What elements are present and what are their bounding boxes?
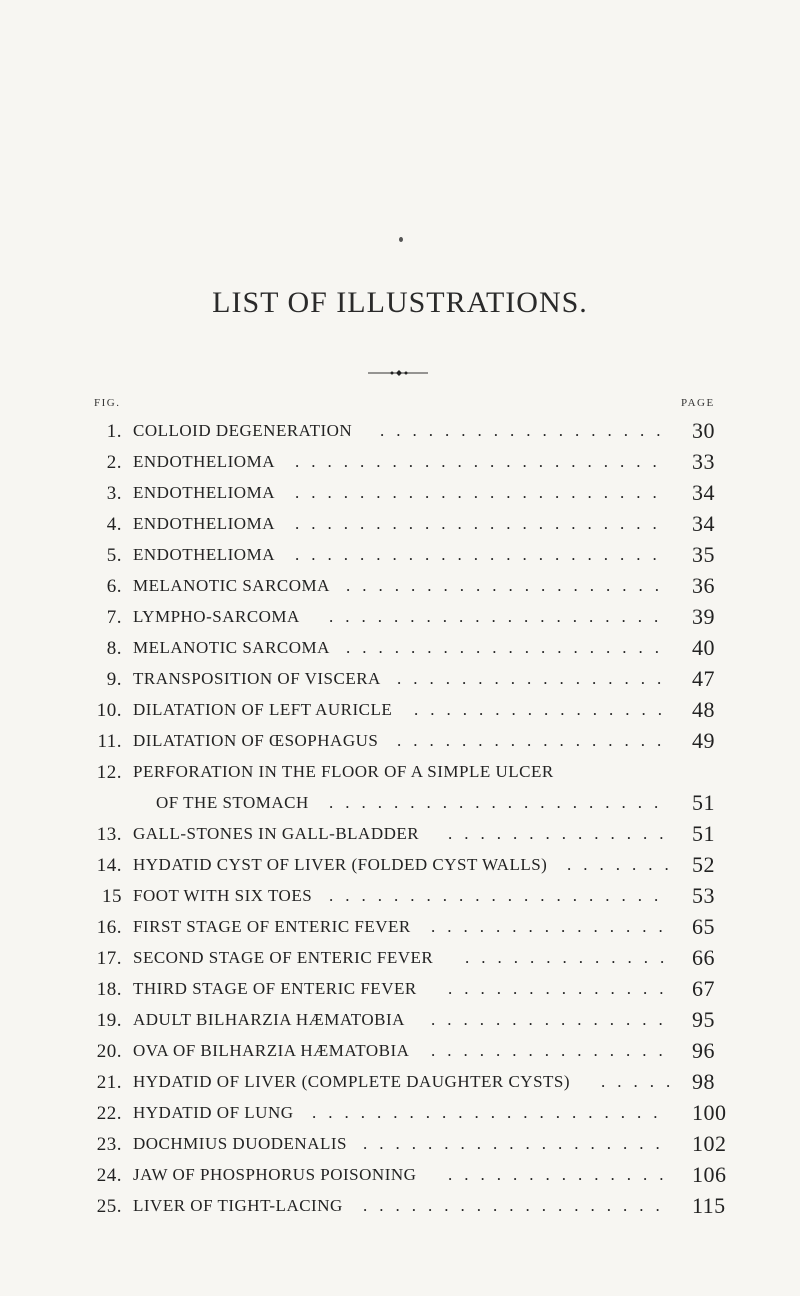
list-item [0, 1069, 800, 1102]
list-item [0, 604, 800, 637]
list-item [0, 635, 800, 668]
page-title: LIST OF ILLUSTRATIONS. [212, 286, 588, 319]
figure-title: DILATATION OF ŒSOPHAGUS [133, 731, 379, 750]
leader-dots: ................ [414, 700, 674, 719]
figure-number: 3. [106, 483, 122, 504]
list-item [0, 542, 800, 575]
figure-number: 16. [96, 917, 122, 938]
figure-number: 7. [106, 607, 122, 628]
page-column-header: PAGE [681, 397, 715, 409]
page-number: 36 [692, 573, 715, 598]
figure-number: 21. [96, 1072, 122, 1093]
figure-title: OVA OF BILHARZIA HÆMATOBIA [133, 1041, 410, 1060]
figure-title: GALL-STONES IN GALL-BLADDER [133, 824, 420, 843]
leader-dots: ....................... [295, 483, 669, 502]
list-item [0, 573, 800, 606]
list-item [0, 762, 800, 792]
list-item [0, 883, 800, 916]
figure-title: HYDATID OF LUNG [133, 1103, 294, 1122]
figure-number: 12. [96, 762, 122, 783]
list-item [0, 666, 800, 699]
list-item [0, 1007, 800, 1040]
leader-dots: ............... [431, 1041, 675, 1060]
page-number: 47 [692, 666, 715, 691]
page-number: 102 [692, 1131, 727, 1156]
figure-number: 18. [96, 979, 122, 1000]
page-number: 34 [692, 480, 715, 505]
list-item [0, 480, 800, 513]
leader-dots: ............... [431, 1010, 675, 1029]
leader-dots: ....................... [295, 514, 669, 533]
leader-dots: .............. [448, 824, 676, 843]
leader-dots: .................. [380, 421, 673, 440]
fig-column-header: FIG. [94, 397, 121, 409]
ornament-rule-icon [368, 368, 428, 378]
figure-number: 5. [106, 545, 122, 566]
leader-dots: ....... [567, 855, 681, 874]
page-number: 67 [692, 976, 715, 1001]
figure-number: 10. [96, 700, 122, 721]
list-item [0, 511, 800, 544]
figure-title: MELANOTIC SARCOMA [133, 638, 330, 657]
figure-title: FOOT WITH SIX TOES [133, 886, 313, 905]
leader-dots: ................. [397, 669, 674, 688]
page-number: 106 [692, 1162, 727, 1187]
leader-dots: ............. [465, 948, 677, 967]
figure-title: COLLOID DEGENERATION [133, 421, 353, 440]
page-number: 51 [692, 821, 715, 846]
figure-number: 17. [96, 948, 122, 969]
figure-number: 8. [106, 638, 122, 659]
figure-number: 4. [106, 514, 122, 535]
leader-dots: ................... [363, 1196, 672, 1215]
leader-dots: ..................... [329, 793, 671, 812]
page-number: 51 [692, 790, 715, 815]
leader-dots: ................. [397, 731, 674, 750]
list-item [0, 449, 800, 482]
leader-dots: ..................... [329, 607, 671, 626]
list-item [0, 914, 800, 947]
leader-dots: ....................... [295, 545, 669, 564]
page-number: 115 [692, 1193, 726, 1218]
list-item [0, 1100, 800, 1133]
list-item [0, 728, 800, 761]
list-item [0, 1131, 800, 1164]
figure-title: ENDOTHELIOMA [133, 452, 275, 471]
page-number: 52 [692, 852, 715, 877]
page-number: 30 [692, 418, 715, 443]
list-item [0, 852, 800, 885]
page-number: 65 [692, 914, 715, 939]
leader-dots: .................... [346, 638, 671, 657]
leader-dots: ..................... [329, 886, 671, 905]
figure-number: 2. [106, 452, 122, 473]
leader-dots: ...................... [312, 1103, 670, 1122]
list-item [0, 976, 800, 1009]
figure-title: HYDATID CYST OF LIVER (FOLDED CYST WALLS) [133, 855, 548, 874]
figure-title: FIRST STAGE OF ENTERIC FEVER [133, 917, 411, 936]
figure-number: 11. [97, 731, 122, 752]
figure-title: LYMPHO-SARCOMA [133, 607, 300, 626]
list-item [0, 1193, 800, 1226]
figure-title: HYDATID OF LIVER (COMPLETE DAUGHTER CYSTS) [133, 1072, 571, 1091]
page-number: 95 [692, 1007, 715, 1032]
figure-title: DILATATION OF LEFT AURICLE [133, 700, 393, 719]
figure-number: 19. [96, 1010, 122, 1031]
stray-dot [399, 237, 403, 242]
figure-title: PERFORATION IN THE FLOOR OF A SIMPLE ULCER [133, 762, 554, 781]
figure-title: ENDOTHELIOMA [133, 483, 275, 502]
figure-title: ENDOTHELIOMA [133, 545, 275, 564]
figure-title: THIRD STAGE OF ENTERIC FEVER [133, 979, 417, 998]
leader-dots: .............. [448, 979, 676, 998]
list-item [0, 1038, 800, 1071]
page-number: 100 [692, 1100, 727, 1125]
figure-number: 24. [96, 1165, 122, 1186]
leader-dots: .................... [346, 576, 671, 595]
leader-dots: ....................... [295, 452, 669, 471]
page-number: 53 [692, 883, 715, 908]
list-item [0, 945, 800, 978]
page-number: 49 [692, 728, 715, 753]
leader-dots: .............. [448, 1165, 676, 1184]
leader-dots: ..... [601, 1072, 683, 1091]
figure-title: MELANOTIC SARCOMA [133, 576, 330, 595]
figure-title: ENDOTHELIOMA [133, 514, 275, 533]
list-item [0, 418, 800, 451]
list-item [0, 1162, 800, 1195]
page-number: 66 [692, 945, 715, 970]
figure-number: 13. [96, 824, 122, 845]
figure-number: 14. [96, 855, 122, 876]
figure-title: ADULT BILHARZIA HÆMATOBIA [133, 1010, 405, 1029]
list-item-continuation [0, 790, 800, 823]
list-item [0, 821, 800, 854]
figure-number: 15 [102, 886, 122, 907]
list-item [0, 697, 800, 730]
page-number: 98 [692, 1069, 715, 1094]
figure-number: 1. [106, 421, 122, 442]
figure-number: 20. [96, 1041, 122, 1062]
figure-number: 6. [106, 576, 122, 597]
figure-title: DOCHMIUS DUODENALIS [133, 1134, 347, 1153]
page-number: 39 [692, 604, 715, 629]
page-number: 33 [692, 449, 715, 474]
figure-number: 23. [96, 1134, 122, 1155]
page-number: 48 [692, 697, 715, 722]
figure-number: 25. [96, 1196, 122, 1217]
leader-dots: ................... [363, 1134, 672, 1153]
figure-title: TRANSPOSITION OF VISCERA [133, 669, 381, 688]
figure-number: 22. [96, 1103, 122, 1124]
page-number: 40 [692, 635, 715, 660]
page-number: 96 [692, 1038, 715, 1063]
leader-dots: ............... [431, 917, 675, 936]
page-number: 34 [692, 511, 715, 536]
figure-title: JAW OF PHOSPHORUS POISONING [133, 1165, 417, 1184]
page-number: 35 [692, 542, 715, 567]
figure-number: 9. [106, 669, 122, 690]
figure-title-continued: OF THE STOMACH [156, 793, 309, 812]
figure-title: LIVER OF TIGHT-LACING [133, 1196, 343, 1215]
figure-title: SECOND STAGE OF ENTERIC FEVER [133, 948, 434, 967]
